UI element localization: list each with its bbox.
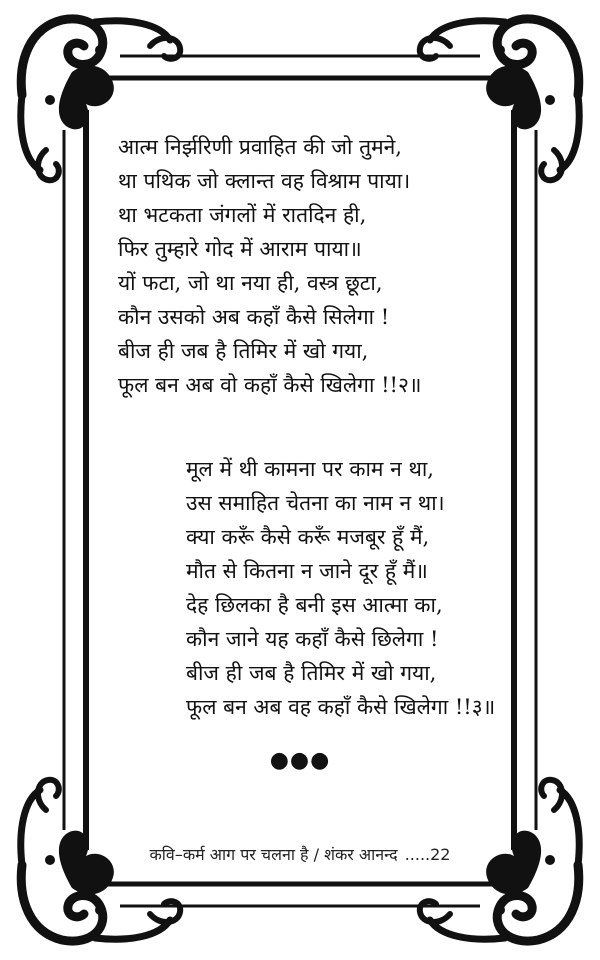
- verse-line: फिर तुम्हारे गोद में आराम पाया॥: [118, 237, 362, 261]
- verse-line: बीज ही जब है तिमिर में खो गया,: [118, 339, 369, 363]
- page-footer: [0, 844, 600, 866]
- verse-line: मौत से कितना न जाने दूर हूँ मैं॥: [186, 559, 428, 583]
- verse-line: उस समाहित चेतना का नाम न था।: [186, 491, 445, 515]
- verse-line: मूल में थी कामना पर काम न था,: [186, 457, 434, 481]
- corner-top-right: [420, 19, 579, 180]
- verse-line: बीज ही जब है तिमिर में खो गया,: [186, 661, 437, 685]
- verse-line: था पथिक जो क्लान्त वह विश्राम पाया।: [118, 169, 411, 193]
- verse-line: आत्म निर्झरिणी प्रवाहित की जो तुमने,: [118, 135, 402, 159]
- verse-line: कौन उसको अब कहाँ कैसे सिलेगा !: [118, 305, 390, 329]
- page-number: .....22: [404, 845, 451, 864]
- verse-line: देह छिलका है बनी इस आत्मा का,: [186, 593, 443, 617]
- verse-line: कौन जाने यह कहाँ कैसे छिलेगा !: [186, 627, 439, 651]
- verse-line: यों फटा, जो था नया ही, वस्त्र छूटा,: [118, 271, 383, 295]
- verse-line: क्या करूँ कैसे करूँ मजबूर हूँ मैं,: [186, 525, 430, 549]
- running-title: कवि–कर्म आग पर चलना है / शंकर आनन्द: [149, 845, 398, 864]
- verse-line: था भटकता जंगलों में रातदिन ही,: [118, 203, 367, 227]
- verse-line: फूल बन अब वह कहाँ कैसे खिलेगा !!३॥: [186, 695, 496, 719]
- stanza-1: [118, 130, 422, 402]
- stanza-2: [186, 452, 495, 724]
- end-ornament-dots: ●●●: [269, 748, 331, 773]
- verse-line: फूल बन अब वो कहाँ कैसे खिलेगा !!२॥: [118, 373, 422, 397]
